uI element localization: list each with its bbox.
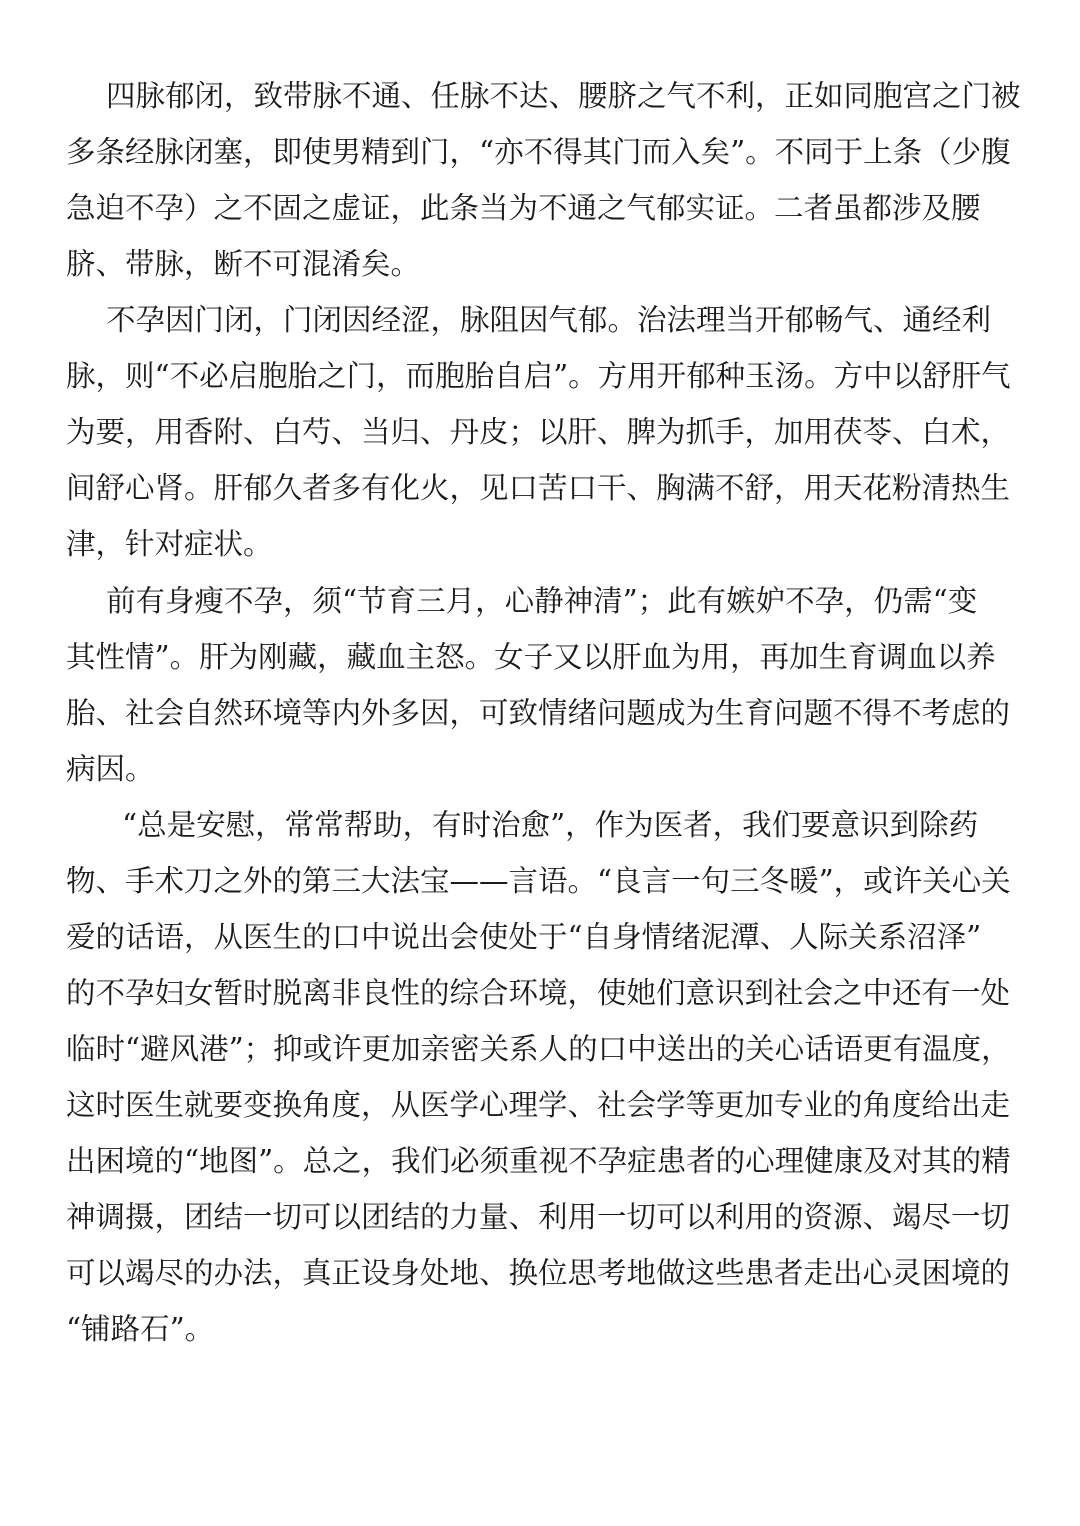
paragraph-4-line-5: 临时“避风港”；抑或许更加亲密关系人的口中送出的关心话语更有温度， — [66, 1032, 1011, 1066]
paragraph-3-line-4: 病因。 — [66, 752, 155, 786]
paragraph-2-line-5: 津，针对症状。 — [66, 527, 273, 561]
paragraph-3-line-3: 胎、社会自然环境等内外多因，可致情绪问题成为生育问题不得不考虑的 — [66, 696, 1011, 730]
paragraph-4-line-1: “总是安慰，常常帮助，有时治愈”，作为医者，我们要意识到除药 — [122, 808, 979, 842]
paragraph-2-line-4: 间舒心肾。肝郁久者多有化火，见口苦口干、胸满不舒，用天花粉清热生 — [66, 471, 1011, 505]
paragraph-4-line-10: “铺路石”。 — [66, 1312, 215, 1346]
paragraph-4-line-7: 出困境的“地图”。总之，我们必须重视不孕症患者的心理健康及对其的精 — [66, 1144, 1011, 1178]
paragraph-3-line-2: 其性情”。肝为刚藏，藏血主怒。女子又以肝血为用，再加生育调血以养 — [66, 640, 996, 674]
paragraph-1-line-1: 四脉郁闭，致带脉不通、任脉不达、腰脐之气不利，正如同胞宫之门被 — [106, 79, 1021, 113]
paragraph-2-line-1: 不孕因门闭，门闭因经涩，脉阻因气郁。治法理当开郁畅气、通经利 — [106, 303, 992, 337]
paragraph-2-line-2: 脉，则“不必启胞胎之门，而胞胎自启”。方用开郁种玉汤。方中以舒肝气 — [66, 359, 1011, 393]
paragraph-1-line-3: 急迫不孕）之不固之虚证，此条当为不通之气郁实证。二者虽都涉及腰 — [66, 191, 981, 225]
paragraph-4-line-6: 这时医生就要变换角度，从医学心理学、社会学等更加专业的角度给出走 — [66, 1088, 1011, 1122]
paragraph-3-line-1: 前有身瘦不孕，须“节育三月，心静神清”；此有嫉妒不孕，仍需“变 — [106, 584, 978, 618]
paragraph-4-line-3: 爱的话语，从医生的口中说出会使处于“自身情绪泥潭、人际关系沼泽” — [66, 920, 982, 954]
paragraph-1-line-2: 多条经脉闭塞，即使男精到门，“亦不得其门而入矣”。不同于上条（少腹 — [66, 135, 1011, 169]
paragraph-1-line-4: 脐、带脉，断不可混淆矣。 — [66, 247, 421, 281]
paragraph-4-line-4: 的不孕妇女暂时脱离非良性的综合环境，使她们意识到社会之中还有一处 — [66, 976, 1011, 1010]
paragraph-4-line-2: 物、手术刀之外的第三大法宝——言语。“良言一句三冬暖”，或许关心关 — [66, 864, 1011, 898]
paragraph-4-line-8: 神调摄，团结一切可以团结的力量、利用一切可以利用的资源、竭尽一切 — [66, 1200, 1011, 1234]
paragraph-4-line-9: 可以竭尽的办法，真正设身处地、换位思考地做这些患者走出心灵困境的 — [66, 1256, 1011, 1290]
paragraph-2-line-3: 为要，用香附、白芍、当归、丹皮；以肝、脾为抓手，加用茯苓、白术， — [66, 415, 1011, 449]
